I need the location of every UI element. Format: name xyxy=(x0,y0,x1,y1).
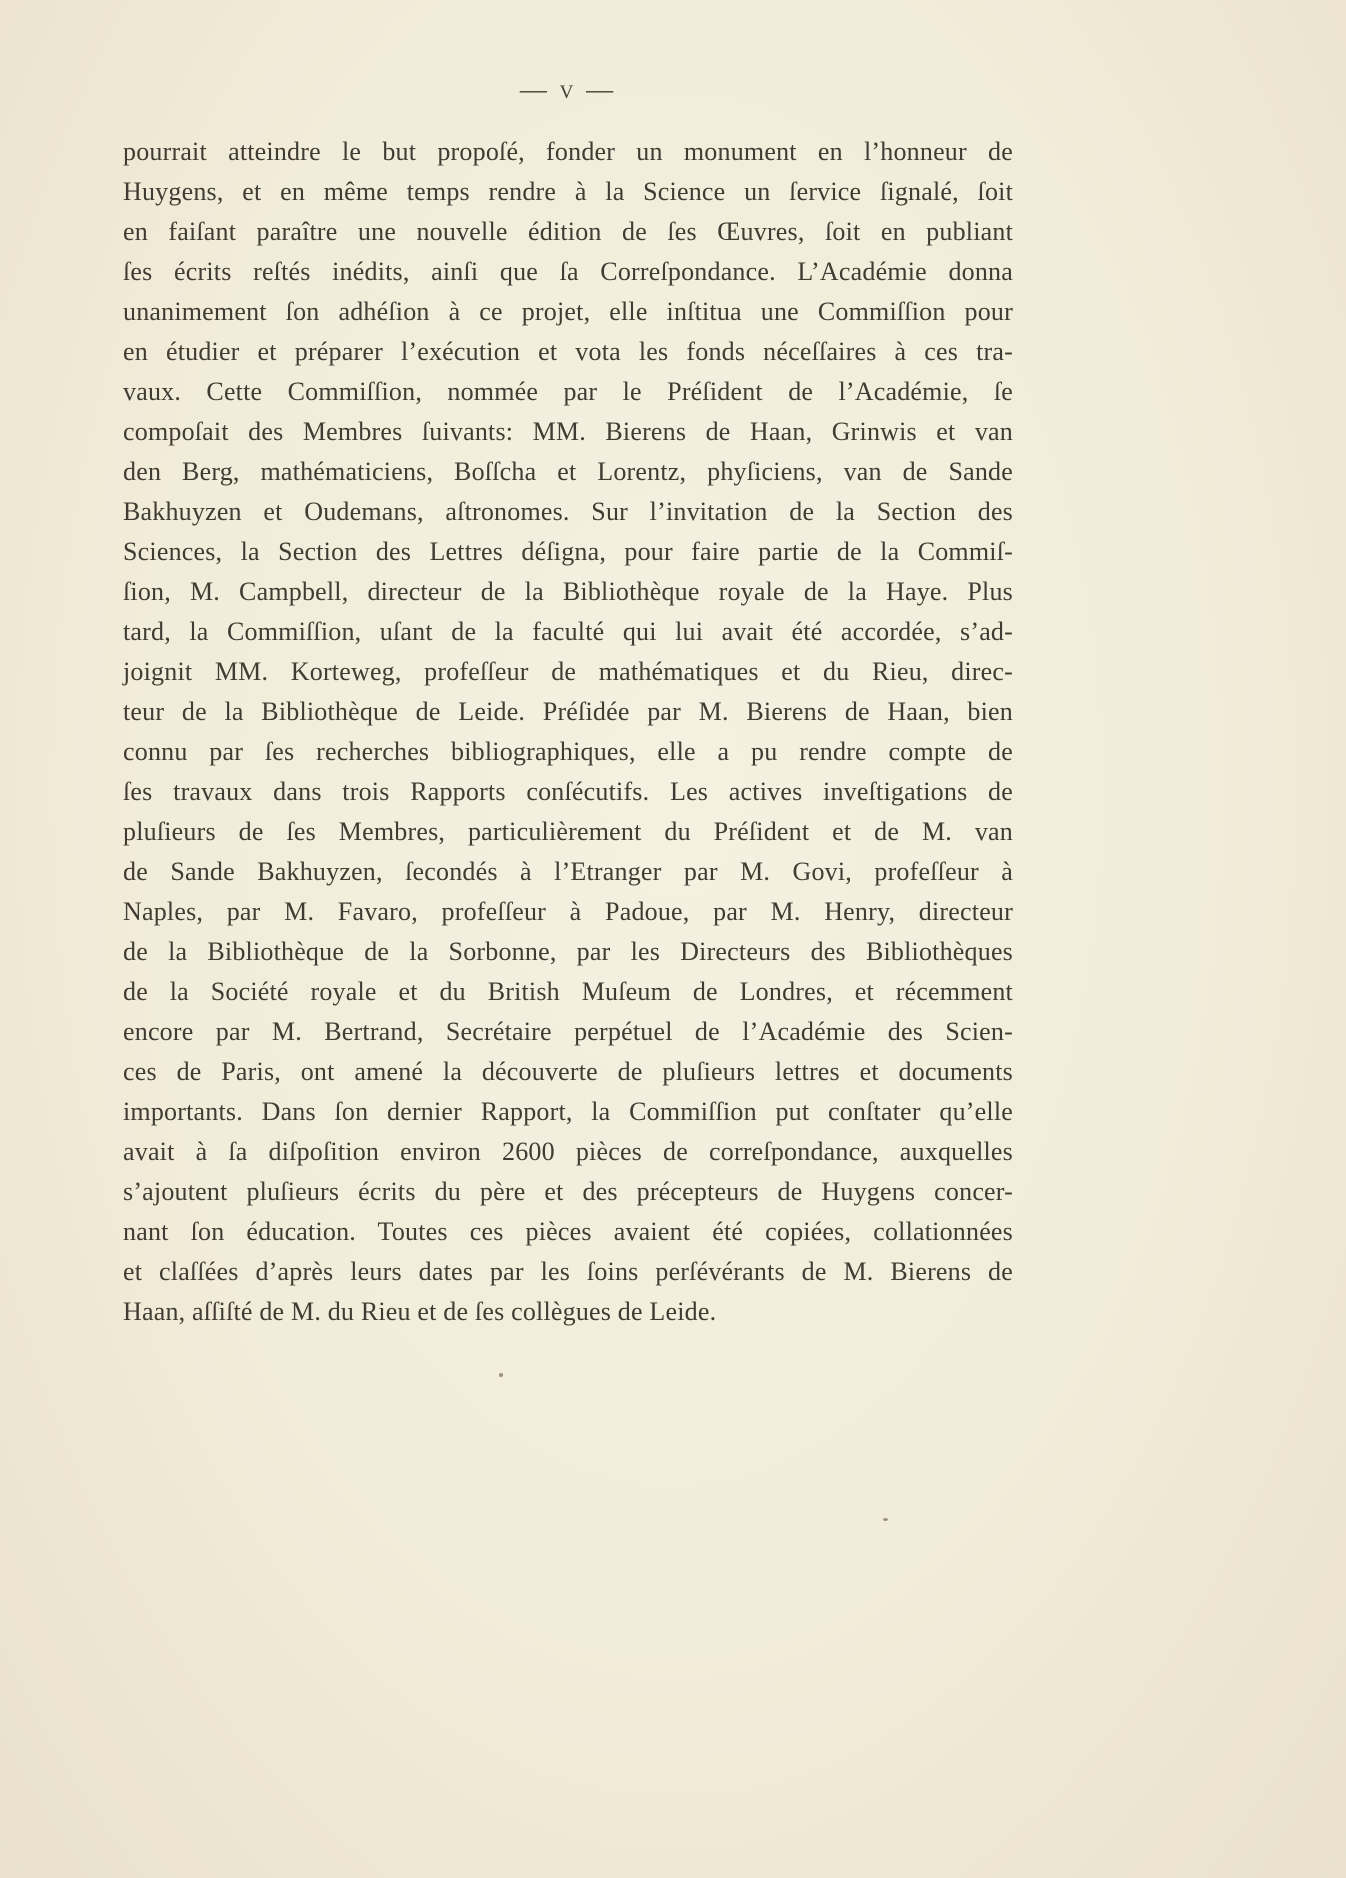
text-line: importants. Dans ſon dernier Rapport, la Commiſſion put conſtater qu’elle xyxy=(123,1097,1013,1126)
text-line: unanimement ſon adhéſion à ce projet, elle inſtitua une Commiſſion pour xyxy=(123,297,1013,326)
text-line: et claſſées d’après leurs dates par les ſoins perſévérants de M. Bierens de xyxy=(123,1257,1013,1286)
text-line: avait à ſa diſpoſition environ 2600 pièces de correſpondance, auxquelles xyxy=(123,1137,1013,1166)
text-line: tard, la Commiſſion, uſant de la faculté qui lui avait été accordée, s’ad- xyxy=(123,617,1013,646)
text-line: pourrait atteindre le but propoſé, fonder un monument en l’honneur de xyxy=(123,137,1013,166)
text-line: joignit MM. Korteweg, profeſſeur de mathématiques et du Rieu, direc- xyxy=(123,657,1013,686)
text-line: compoſait des Membres ſuivants: MM. Bierens de Haan, Grinwis et van xyxy=(123,417,1013,446)
text-line: ſes travaux dans trois Rapports conſécutifs. Les actives inveſtigations de xyxy=(123,777,1013,806)
text-line: pluſieurs de ſes Membres, particulièrement du Préſident et de M. van xyxy=(123,817,1013,846)
text-line: de Sande Bakhuyzen, ſecondés à l’Etranger par M. Govi, profeſſeur à xyxy=(123,857,1013,886)
text-line: ſes écrits reſtés inédits, ainſi que ſa Correſpondance. L’Académie donna xyxy=(123,257,1013,286)
text-line: Haan, aſſiſté de M. du Rieu et de ſes collègues de Leide. xyxy=(123,1297,717,1326)
text-line: Naples, par M. Favaro, profeſſeur à Padoue, par M. Henry, directeur xyxy=(123,897,1013,926)
scan-speck xyxy=(883,1518,888,1521)
text-line: Bakhuyzen et Oudemans, aſtronomes. Sur l’invitation de la Section des xyxy=(123,497,1013,526)
text-line: ces de Paris, ont amené la découverte de pluſieurs lettres et documents xyxy=(123,1057,1013,1086)
scan-speck xyxy=(499,1373,503,1377)
text-line: de la Société royale et du British Muſeum de Londres, et récemment xyxy=(123,977,1013,1006)
text-line: encore par M. Bertrand, Secrétaire perpétuel de l’Académie des Scien- xyxy=(123,1017,1013,1046)
page-number: — v — xyxy=(519,74,617,104)
text-line: teur de la Bibliothèque de Leide. Préſidée par M. Bierens de Haan, bien xyxy=(123,697,1013,726)
text-line: vaux. Cette Commiſſion, nommée par le Préſident de l’Académie, ſe xyxy=(123,377,1013,406)
text-line: Sciences, la Section des Lettres déſigna, pour faire partie de la Commiſ- xyxy=(123,537,1013,566)
text-line: de la Bibliothèque de la Sorbonne, par les Directeurs des Bibliothèques xyxy=(123,937,1013,966)
text-line: nant ſon éducation. Toutes ces pièces avaient été copiées, collationnées xyxy=(123,1217,1013,1246)
text-line: en faiſant paraître une nouvelle édition de ſes Œuvres, ſoit en publiant xyxy=(123,217,1013,246)
body-text xyxy=(123,132,1013,1332)
text-line: connu par ſes recherches bibliographiques, elle a pu rendre compte de xyxy=(123,737,1013,766)
text-line: den Berg, mathématiciens, Boſſcha et Lorentz, phyſiciens, van de Sande xyxy=(123,457,1013,486)
text-line: en étudier et préparer l’exécution et vota les fonds néceſſaires à ces tra- xyxy=(123,337,1013,366)
text-line: Huygens, et en même temps rendre à la Science un ſervice ſignalé, ſoit xyxy=(123,177,1013,206)
text-line: ſion, M. Campbell, directeur de la Bibliothèque royale de la Haye. Plus xyxy=(123,577,1013,606)
text-line: s’ajoutent pluſieurs écrits du père et des précepteurs de Huygens concer- xyxy=(123,1177,1013,1206)
